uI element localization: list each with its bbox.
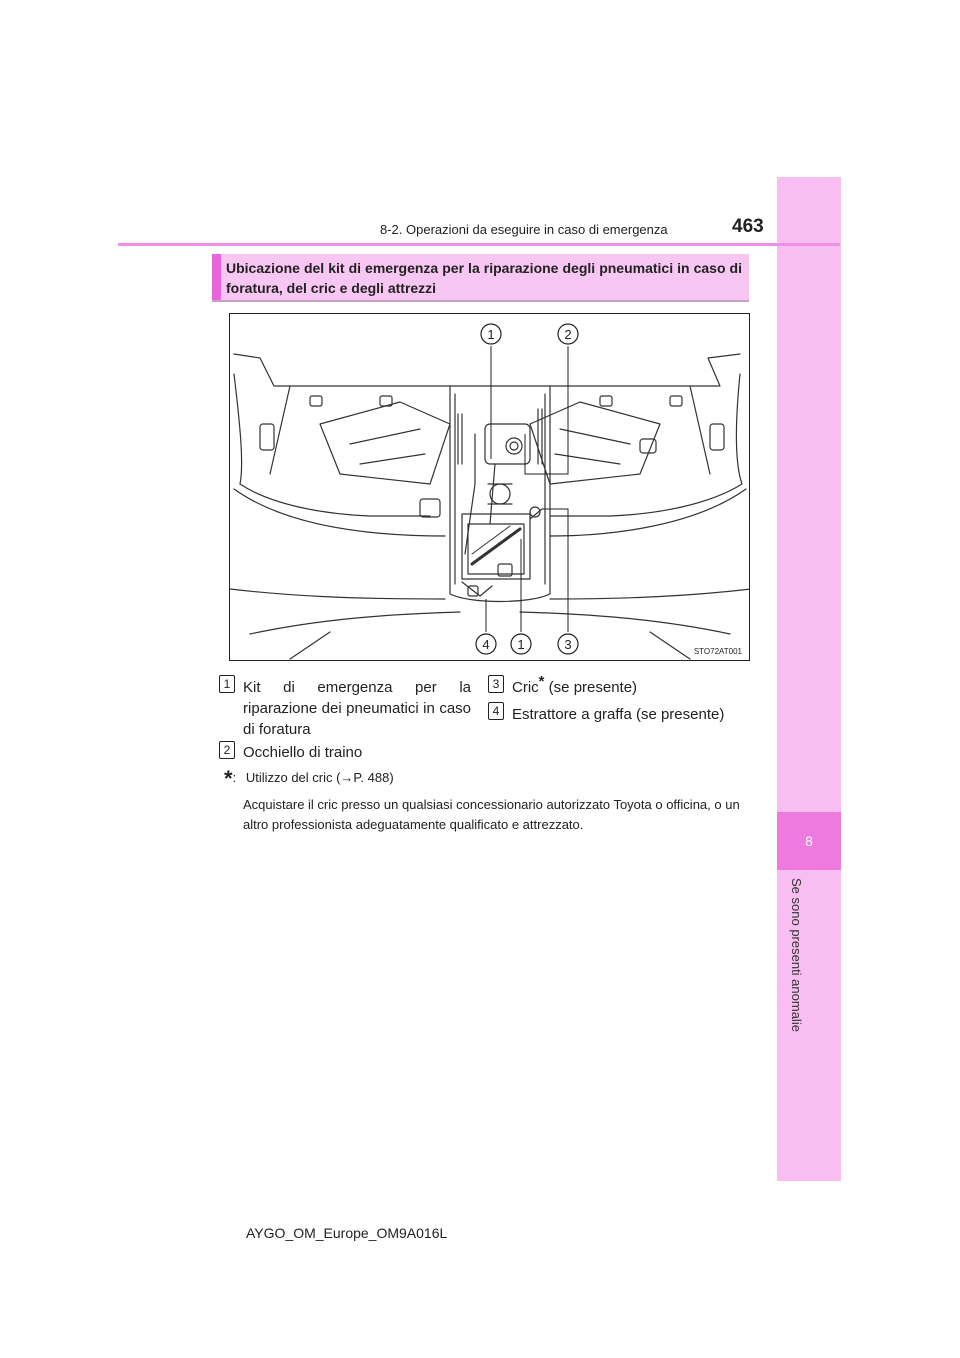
chapter-number: 8 xyxy=(805,833,813,849)
footnote-body: Acquistare il cric presso un qualsiasi concessionario autorizzato Toyota o officina, o un altro professionista adeguatamente qualificato e attrezzato. xyxy=(243,797,740,832)
legend-text-jack xyxy=(512,673,638,698)
legend-num-4: 4 xyxy=(488,702,504,720)
callout-1-bottom: 1 xyxy=(517,637,525,652)
footnote-line xyxy=(224,768,394,789)
trunk-illustration xyxy=(229,313,750,661)
footnote-marker: * xyxy=(224,766,233,791)
callout-3-bottom: 3 xyxy=(564,637,572,652)
legend-num-2: 2 xyxy=(219,741,235,759)
legend-text-tow-eye: Occhiello di traino xyxy=(243,744,363,761)
banner-accent-bar xyxy=(212,254,221,300)
page-number: 463 xyxy=(732,216,764,237)
chapter-title: Se sono presenti anomalie xyxy=(789,878,804,1032)
section-title: 8-2. Operazioni da eseguire in caso di emergenza xyxy=(380,222,668,237)
legend-text-tyre-kit: Kit di emergenza per la riparazione dei pneumatici in caso di foratura xyxy=(243,679,471,738)
figure-code: STO72AT001 xyxy=(693,647,742,656)
callout-1-top: 1 xyxy=(487,327,495,342)
banner-title: Ubicazione del kit di emergenza per la riparazione degli pneumatici in caso di foratura, del cric e degli attrezzi xyxy=(226,260,742,296)
jack-optional: (se presente) xyxy=(544,679,638,696)
footnote-star: * xyxy=(538,673,545,690)
callout-2-top: 2 xyxy=(564,327,572,342)
jack-label: Cric xyxy=(512,679,539,696)
document-code: AYGO_OM_Europe_OM9A016L xyxy=(246,1225,448,1241)
banner-underline xyxy=(212,300,749,302)
legend-text-puller: Estrattore a graffa (se presente) xyxy=(512,706,725,723)
legend-num-3: 3 xyxy=(488,675,504,693)
legend-num-1: 1 xyxy=(219,675,235,693)
header-rule xyxy=(118,243,840,246)
section-banner xyxy=(212,254,749,300)
footnote-colon: : xyxy=(232,770,237,785)
footnote-text: Utilizzo del cric (→P. 488) xyxy=(245,770,394,785)
callout-4-bottom: 4 xyxy=(482,637,490,652)
